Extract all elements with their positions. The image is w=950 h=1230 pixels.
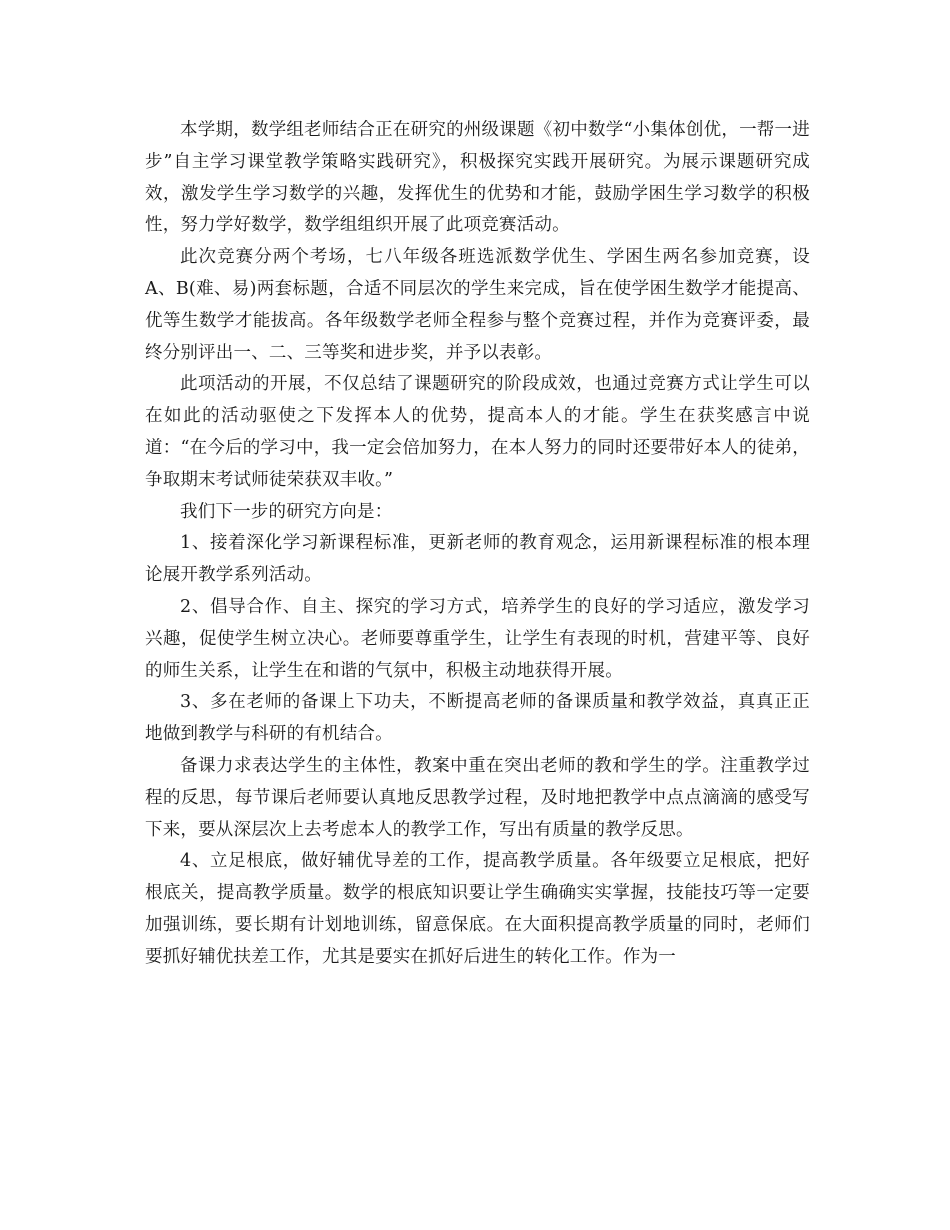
paragraph-next-steps-heading: 我们下一步的研究方向是： <box>180 501 393 522</box>
paragraph-item-2: 2、倡导合作、自主、探究的学习方式，培养学生的良好的学习适应，激发学习兴趣，促使学生树立决心。老师要尊重学生，让学生有表现的时机，营建平等、良好的师生关系，让学生在和谐的气氛中，积极主动地获得开展。 <box>145 596 810 681</box>
paragraph-intro: 本学期，数学组老师结合正在研究的州级课题《初中数学“小集体创优，一帮一进步”自主学习课堂教学策略实践研究》，积极探究实践开展研究。为展示课题研究成效，激发学生学习数学的兴趣，发挥优生的优势和才能，鼓励学困生学习数学的积极性，努力学好数学，数学组组织开展了此项竞赛活动。 <box>145 120 810 236</box>
paragraph-item-4: 4、立足根底，做好辅优导差的工作，提高教学质量。各年级要立足根底，把好根底关，提高教学质量。数学的根底知识要让学生确确实实掌握，技能技巧等一定要加强训练，要长期有计划地训练，留意保底。在大面积提高教学质量的同时，老师们要抓好辅优扶差工作，尤其是要实在抓好后进生的转化工作。作为一 <box>145 851 810 967</box>
paragraph-item-3: 3、多在老师的备课上下功夫，不断提高老师的备课质量和教学效益，真真正正地做到教学与科研的有机结合。 <box>145 692 810 745</box>
document-body <box>145 115 810 974</box>
paragraph-lesson-prep: 备课力求表达学生的主体性，教案中重在突出老师的教和学生的学。注重教学过程的反思，每节课后老师要认真地反思教学过程，及时地把教学中点点滴滴的感受写下来，要从深层次上去考虑本人的教学工作，写出有质量的教学反思。 <box>145 755 810 840</box>
paragraph-competition: 此次竞赛分两个考场，七八年级各班选派数学优生、学困生两名参加竞赛，设A、B(难、易)两套标题，合适不同层次的学生来完成，旨在使学困生数学才能提高、优等生数学才能拔高。各年级数学老师全程参与整个竞赛过程，并作为竞赛评委，最终分别评出一、二、三等奖和进步奖，并予以表彰。 <box>145 247 810 363</box>
paragraph-outcome: 此项活动的开展，不仅总结了课题研究的阶段成效，也通过竞赛方式让学生可以在如此的活动驱使之下发挥本人的优势，提高本人的才能。学生在获奖感言中说道：“在今后的学习中，我一定会倍加努力，在本人努力的同时还要带好本人的徒弟，争取期末考试师徒荣获双丰收。” <box>145 374 810 490</box>
paragraph-item-1: 1、接着深化学习新课程标准，更新老师的教育观念，运用新课程标准的根本理论展开教学系列活动。 <box>145 533 810 586</box>
